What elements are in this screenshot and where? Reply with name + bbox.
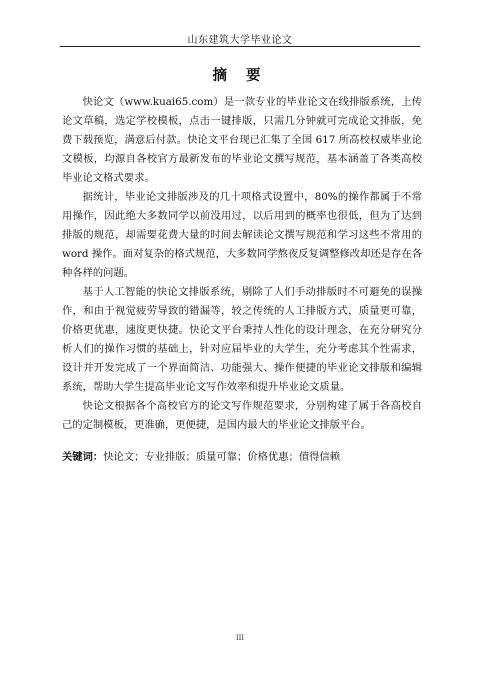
keywords-label: 关键词： — [62, 451, 104, 463]
header-rule — [60, 46, 420, 47]
abstract-paragraph: 快论文（www.kuai65.com）是一款专业的毕业论文在线排版系统，上传论文草稿，选定学校模板，点击一键排版，只需几分钟就可完成论文排版，免费下载预览，满意后付款。快论文平台现已汇集了全国 617 所高校权威毕业论文模板，均源自各校官方最新发布的毕业论文撰写规范，基本涵盖了各类高校毕业论文格式要求。 — [62, 96, 422, 184]
running-header: 山东建筑大学毕业论文 — [187, 35, 293, 46]
page-number: III — [235, 634, 245, 642]
abstract-paragraph: 快论文根据各个高校官方的论文写作规范要求，分别构建了属于各高校自己的定制模板，更准确，更便捷，是国内最大的毕业论文排版平台。 — [62, 400, 422, 431]
abstract-body — [62, 93, 422, 467]
abstract-paragraph: 据统计，毕业论文排版涉及的几十项格式设置中，80%的操作都属于不常用操作，因此绝大多数同学以前没用过，以后用到的概率也很低，但为了达到排版的规范，却需要花费大量的时间去解读论文撰写规范和学习这些不常用的 word 操作。面对复杂的格式规范，大多数同学熬夜反复调整修改却还是存在各种各样的问题。 — [62, 191, 422, 279]
abstract-title: 摘 要 — [212, 67, 268, 84]
keywords-list: 快论文；专业排版；质量可靠；价格优惠；值得信赖 — [103, 451, 341, 463]
abstract-paragraph: 基于人工智能的快论文排版系统，剔除了人们手动排版时不可避免的误操作，和由于视觉疲劳导致的错漏等，较之传统的人工排版方式，质量更可靠，价格更优惠，速度更快捷。快论文平台秉持人性化的设计理念，在充分研究分析人们的操作习惯的基础上，针对应届毕业的大学生，充分考虑其个性需求，设计并开发完成了一个界面简洁、功能强大、操作便捷的毕业论文排版和编辑系统，帮助大学生提高毕业论文写作效率和提升毕业论文质量。 — [62, 286, 422, 393]
keywords-line — [62, 448, 422, 467]
